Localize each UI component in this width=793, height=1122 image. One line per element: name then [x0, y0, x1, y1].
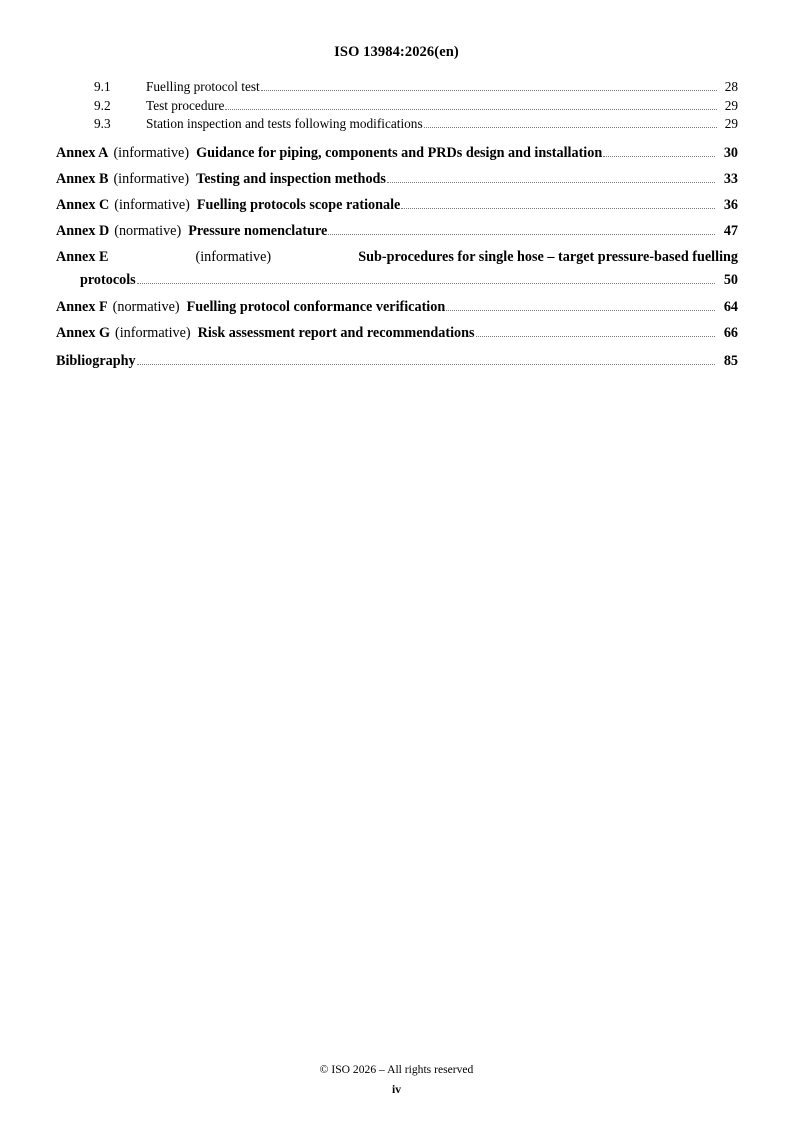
toc-annex-title: Testing and inspection methods [196, 170, 386, 187]
toc-label: Station inspection and tests following modifications [146, 116, 423, 132]
toc-annex-kind: (informative) [115, 324, 191, 341]
toc-number: 9.3 [94, 116, 111, 132]
toc-entry-annex-b[interactable] [56, 166, 738, 192]
toc-annex-label: Annex G [56, 324, 110, 341]
toc-dot-leader [261, 89, 717, 91]
toc-annex-label: Annex B [56, 170, 109, 187]
toc-annex-label: Annex E [56, 248, 109, 265]
toc-annex-title: Risk assessment report and recommendations [197, 324, 475, 341]
toc-annex-label: Annex A [56, 144, 109, 161]
toc-dot-leader [328, 233, 715, 235]
toc-annex-label: Annex C [56, 196, 110, 213]
toc-number: 9.1 [94, 79, 111, 94]
toc-dot-leader [225, 108, 717, 110]
toc-entry-annex-a[interactable] [56, 140, 738, 166]
toc-entry-annex-d[interactable] [56, 218, 738, 244]
toc-annex-kind: (normative) [114, 222, 182, 239]
toc-entry-9-1[interactable] [56, 78, 738, 97]
toc-dot-leader [424, 126, 717, 128]
toc-bibliography-label: Bibliography [56, 352, 136, 369]
toc-dot-leader [476, 335, 715, 337]
toc-entry-annex-e[interactable] [56, 246, 738, 292]
toc-annex-title-line1: Sub-procedures for single hose – target pressure-based fuelling [358, 248, 738, 265]
toc-annex-title: Fuelling protocols scope rationale [196, 196, 401, 213]
toc-entry-9-3[interactable] [56, 115, 738, 134]
toc-annex-title: Guidance for piping, components and PRDs design and installation [196, 144, 603, 161]
toc-page-number: 47 [723, 222, 738, 239]
toc-annex-e-line1 [56, 246, 738, 269]
toc-annex-kind: (informative) [113, 170, 190, 187]
toc-annex-kind: (informative) [113, 144, 190, 161]
toc-dot-leader [137, 363, 715, 365]
toc-page-number: 85 [723, 352, 738, 369]
footer-page-number: iv [391, 1083, 402, 1096]
toc-page-number: 50 [723, 271, 738, 288]
toc-annex-title: Pressure nomenclature [188, 222, 328, 239]
toc-page-number: 29 [724, 97, 738, 113]
toc-entry-annex-c[interactable] [56, 192, 738, 218]
toc-dot-leader [446, 309, 715, 311]
toc-page-number: 66 [723, 324, 738, 341]
table-of-contents [56, 78, 738, 374]
toc-dot-leader [401, 207, 715, 209]
page-header-title: ISO 13984:2026(en) [334, 44, 459, 60]
toc-page-number: 64 [723, 298, 738, 315]
toc-page-number: 29 [724, 116, 738, 132]
toc-number: 9.2 [94, 97, 111, 113]
toc-dot-leader [387, 181, 715, 183]
toc-entry-bibliography[interactable] [56, 348, 738, 374]
toc-entry-9-2[interactable] [56, 97, 738, 116]
toc-label: Fuelling protocol test [146, 79, 260, 94]
toc-page-number: 30 [723, 144, 738, 161]
toc-annex-e-line2 [56, 269, 738, 292]
toc-annex-label: Annex D [56, 222, 110, 239]
toc-entry-annex-f[interactable] [56, 294, 738, 320]
footer-copyright: © ISO 2026 – All rights reserved [319, 1063, 474, 1076]
toc-annex-title-line2: protocols [80, 271, 136, 288]
toc-page-number: 33 [723, 170, 738, 187]
toc-entry-annex-g[interactable] [56, 320, 738, 346]
toc-annex-kind: (normative) [112, 298, 180, 315]
toc-page-number: 36 [723, 196, 738, 213]
toc-page-number: 28 [724, 79, 738, 94]
toc-annex-label: Annex F [56, 298, 108, 315]
toc-dot-leader [603, 155, 715, 157]
toc-annex-kind: (informative) [114, 196, 190, 213]
toc-annex-kind: (informative) [195, 248, 272, 265]
toc-annex-title: Fuelling protocol conformance verification [186, 298, 446, 315]
toc-label: Test procedure [146, 97, 225, 113]
toc-dot-leader [137, 282, 715, 284]
